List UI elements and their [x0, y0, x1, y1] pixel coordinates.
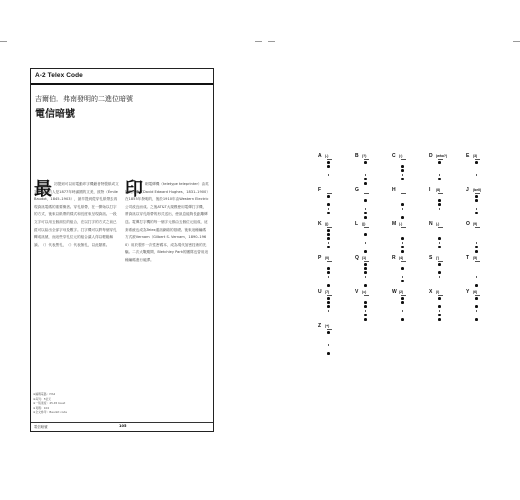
punched-hole [327, 195, 330, 198]
punched-hole [364, 199, 367, 202]
code-figure-mark: (6) [473, 290, 478, 294]
punched-hole [364, 178, 367, 181]
code-figure-mark: (who?) [436, 154, 448, 158]
sprocket-hole [439, 310, 440, 311]
punched-hole [401, 297, 404, 300]
sprocket-hole [476, 310, 477, 311]
sprocket-hole [439, 276, 440, 277]
empty-hole [327, 335, 330, 338]
punched-hole [327, 301, 330, 304]
punched-hole [475, 250, 478, 253]
punched-hole [364, 182, 367, 185]
punched-hole [327, 237, 330, 240]
punched-hole [364, 271, 367, 274]
punched-hole [364, 233, 367, 236]
sprocket-hole [439, 174, 440, 175]
code-letter: Y [466, 289, 470, 295]
right-column-text: 刷電傳機（teletype teleprinter）由英國的休斯（David Edward Hughes，1831–1900）在1855年發明的，後於1910年由Western Electric公司改良而成。之後AT&T大規模使用電傳打字機，將資訊以穿孔紙帶的形式送出，使訊息能夠長距離傳送。電傳打字機的每一個字元都由五個位元組成，這套系統也成為Telex通訊網絡的基礎。後來這種編碼方式被Vernam（Gilbert S. Vernam，1890–1960）用於製作一次性密碼本，成為現代加密技術的先驅。二次大戰期間，Bletchley Park的團隊也曾用這種編碼進行破譯。 [125, 182, 209, 262]
code-letter: B [355, 153, 359, 159]
punched-hole [438, 318, 441, 321]
code-cell-e [466, 153, 488, 187]
punched-hole [364, 284, 367, 287]
header-rule [31, 83, 213, 85]
punched-hole [327, 271, 330, 274]
code-underline [475, 193, 480, 194]
punched-hole [401, 280, 404, 283]
code-letter: X [429, 289, 433, 295]
empty-hole [438, 212, 441, 215]
empty-hole [438, 169, 441, 172]
code-cell-a [318, 153, 340, 187]
code-cell-w [392, 289, 414, 323]
punched-hole [438, 203, 441, 206]
sprocket-hole [328, 174, 329, 175]
code-letter: Z [318, 323, 322, 329]
punched-hole [327, 331, 330, 334]
empty-hole [327, 339, 330, 342]
empty-hole [401, 161, 404, 164]
code-cell-s [429, 255, 451, 289]
code-letter: L [355, 221, 359, 227]
punched-hole [475, 318, 478, 321]
crop-mark-right [513, 41, 520, 42]
code-cell-i [429, 187, 451, 221]
punched-hole [364, 216, 367, 219]
empty-hole [364, 169, 367, 172]
crop-mark-left [0, 41, 7, 42]
punched-hole [438, 199, 441, 202]
empty-hole [327, 314, 330, 317]
punched-hole [401, 237, 404, 240]
empty-hole [475, 280, 478, 283]
sprocket-hole [365, 208, 366, 209]
footnote: ※一般速度：45.45 baud [33, 401, 66, 406]
code-letter: A [318, 153, 322, 159]
punched-hole [327, 229, 330, 232]
sprocket-hole [328, 208, 329, 209]
sprocket-hole [328, 344, 329, 345]
code-figure-mark: (9) [473, 222, 478, 226]
empty-hole [401, 314, 404, 317]
code-figure-mark: (bell) [473, 188, 482, 192]
code-cell-m [392, 221, 414, 255]
code-underline [475, 295, 480, 296]
code-underline [401, 295, 406, 296]
code-cell-j [466, 187, 488, 221]
sprocket-hole [328, 310, 329, 311]
code-underline [438, 193, 443, 194]
sprocket-hole [476, 208, 477, 209]
code-letter: O [466, 221, 470, 227]
empty-hole [401, 182, 404, 185]
code-figure-mark: ()) [362, 222, 366, 226]
code-cell-r [392, 255, 414, 289]
punched-hole [327, 284, 330, 287]
punched-hole [327, 297, 330, 300]
right-dropcap: 印 [125, 179, 143, 200]
punched-hole [364, 263, 367, 266]
empty-hole [438, 267, 441, 270]
punched-hole [401, 250, 404, 253]
empty-hole [364, 165, 367, 168]
code-cell-d [429, 153, 451, 187]
punched-hole [438, 314, 441, 317]
empty-hole [401, 263, 404, 266]
code-cell-y [466, 289, 488, 323]
code-cell-x [429, 289, 451, 323]
empty-hole [327, 178, 330, 181]
sprocket-hole [365, 310, 366, 311]
code-underline [438, 159, 443, 160]
empty-hole [327, 169, 330, 172]
code-letter: I [429, 187, 431, 193]
punched-hole [327, 212, 330, 215]
code-letter: U [318, 289, 322, 295]
code-figure-mark: (,) [436, 222, 440, 226]
code-cell-k [318, 221, 340, 255]
code-cell-l [355, 221, 377, 255]
punched-hole [438, 246, 441, 249]
empty-hole [401, 199, 404, 202]
code-underline [327, 227, 332, 228]
empty-hole [364, 246, 367, 249]
empty-hole [401, 195, 404, 198]
punched-hole [401, 301, 404, 304]
empty-hole [401, 271, 404, 274]
page-subtitle: 吉爾伯．弗南發明的二進位暗號 [35, 95, 133, 103]
empty-hole [475, 271, 478, 274]
page-number: 105 [119, 424, 127, 428]
punched-hole [438, 297, 441, 300]
empty-hole [475, 165, 478, 168]
footnote: ※全文參考：Baudot code [33, 410, 67, 415]
empty-hole [475, 216, 478, 219]
code-letter: C [392, 153, 396, 159]
code-letter: F [318, 187, 322, 193]
empty-hole [327, 263, 330, 266]
sprocket-hole [402, 208, 403, 209]
code-underline [438, 261, 443, 262]
punched-hole [438, 161, 441, 164]
empty-hole [438, 233, 441, 236]
crop-mark-center-right [268, 41, 275, 42]
code-figure-mark: (1) [362, 256, 367, 260]
code-cell-t [466, 255, 488, 289]
empty-hole [438, 182, 441, 185]
punched-hole [327, 161, 330, 164]
punched-hole [364, 212, 367, 215]
code-letter: G [355, 187, 359, 193]
left-dropcap: 最 [34, 179, 52, 200]
text-page [30, 68, 214, 432]
code-underline [401, 193, 406, 194]
code-figure-mark: (8) [436, 188, 441, 192]
punched-hole [327, 267, 330, 270]
sprocket-hole [365, 174, 366, 175]
code-letter: R [392, 255, 396, 261]
code-letter: K [318, 221, 322, 227]
code-underline [475, 159, 480, 160]
punched-hole [327, 203, 330, 206]
empty-hole [475, 178, 478, 181]
code-cell-z [318, 323, 340, 357]
code-letter: V [355, 289, 359, 295]
sprocket-hole [402, 310, 403, 311]
punched-hole [475, 305, 478, 308]
empty-hole [475, 301, 478, 304]
empty-hole [438, 165, 441, 168]
code-cell-q [355, 255, 377, 289]
code-underline [475, 261, 480, 262]
sprocket-hole [439, 242, 440, 243]
sprocket-hole [402, 242, 403, 243]
punched-hole [475, 297, 478, 300]
empty-hole [475, 263, 478, 266]
code-figure-mark: (2) [399, 290, 404, 294]
punched-hole [364, 250, 367, 253]
punched-hole [364, 318, 367, 321]
code-letter: D [429, 153, 433, 159]
code-cell-u [318, 289, 340, 323]
sprocket-hole [476, 174, 477, 175]
crop-mark-center-left [255, 41, 262, 42]
empty-hole [401, 305, 404, 308]
code-figure-mark: (-) [325, 154, 329, 158]
code-letter: W [392, 289, 397, 295]
footer-label: 電信暗號 [34, 425, 48, 429]
empty-hole [327, 280, 330, 283]
code-letter: P [318, 255, 322, 261]
empty-hole [364, 237, 367, 240]
punched-hole [327, 165, 330, 168]
code-underline [327, 295, 332, 296]
code-cell-o [466, 221, 488, 255]
code-letter: N [429, 221, 433, 227]
code-letter: S [429, 255, 433, 261]
empty-hole [401, 212, 404, 215]
empty-hole [364, 203, 367, 206]
empty-hole [475, 182, 478, 185]
code-letter: T [466, 255, 470, 261]
code-letter: E [466, 153, 470, 159]
empty-hole [401, 284, 404, 287]
empty-hole [475, 267, 478, 270]
code-underline [401, 159, 406, 160]
code-letter: J [466, 187, 469, 193]
empty-hole [364, 195, 367, 198]
empty-hole [438, 301, 441, 304]
empty-hole [438, 216, 441, 219]
code-figure-mark: (4) [399, 256, 404, 260]
punched-hole [327, 246, 330, 249]
empty-hole [327, 318, 330, 321]
code-figure-mark: (?) [362, 154, 367, 158]
sprocket-hole [476, 276, 477, 277]
punched-hole [401, 203, 404, 206]
code-figure-mark: (5) [473, 256, 478, 260]
punched-hole [401, 216, 404, 219]
sprocket-hole [476, 242, 477, 243]
footnote: ※編碼電路：ITA2 [33, 392, 56, 396]
footnote: ※每列：5位元 [33, 396, 52, 401]
punched-hole [401, 318, 404, 321]
punched-hole [438, 263, 441, 266]
punched-hole [475, 199, 478, 202]
punched-hole [475, 161, 478, 164]
empty-hole [327, 182, 330, 185]
section-title: A-2 Telex Code [35, 72, 83, 79]
code-letter: H [392, 187, 396, 193]
code-letter: M [392, 221, 397, 227]
code-underline [327, 159, 332, 160]
punched-hole [401, 165, 404, 168]
code-figure-mark: (0) [325, 256, 330, 260]
empty-hole [438, 250, 441, 253]
empty-hole [475, 229, 478, 232]
code-cell-v [355, 289, 377, 323]
punched-hole [438, 178, 441, 181]
punched-hole [475, 195, 478, 198]
page-heading: 電信暗號 [35, 109, 75, 120]
empty-hole [438, 284, 441, 287]
empty-hole [475, 237, 478, 240]
punched-hole [438, 271, 441, 274]
empty-hole [401, 233, 404, 236]
empty-hole [327, 250, 330, 253]
code-figure-mark: (:) [399, 154, 403, 158]
code-underline [438, 227, 443, 228]
code-cell-c [392, 153, 414, 187]
sprocket-hole [365, 276, 366, 277]
punched-hole [475, 284, 478, 287]
empty-hole [438, 195, 441, 198]
footer-rule [31, 422, 213, 423]
empty-hole [327, 348, 330, 351]
code-letter: Q [355, 255, 359, 261]
code-underline [401, 227, 406, 228]
empty-hole [475, 203, 478, 206]
punched-hole [401, 178, 404, 181]
punched-hole [401, 267, 404, 270]
empty-hole [327, 199, 330, 202]
punched-hole [327, 305, 330, 308]
code-cell-g [355, 187, 377, 221]
code-cell-h [392, 187, 414, 221]
code-underline [364, 159, 369, 160]
punched-hole [327, 233, 330, 236]
punched-hole [401, 169, 404, 172]
sprocket-hole [402, 276, 403, 277]
code-cell-f [318, 187, 340, 221]
code-underline [401, 261, 406, 262]
sprocket-hole [439, 208, 440, 209]
empty-hole [475, 314, 478, 317]
punched-hole [364, 305, 367, 308]
empty-hole [401, 229, 404, 232]
code-underline [327, 261, 332, 262]
code-underline [327, 193, 332, 194]
empty-hole [364, 280, 367, 283]
sprocket-hole [402, 174, 403, 175]
code-underline [364, 295, 369, 296]
code-cell-b [355, 153, 377, 187]
punched-hole [364, 314, 367, 317]
sprocket-hole [365, 242, 366, 243]
punched-hole [364, 301, 367, 304]
code-underline [475, 227, 480, 228]
code-cell-p [318, 255, 340, 289]
code-figure-mark: (.) [399, 222, 403, 226]
code-figure-mark: (+) [325, 324, 330, 328]
code-underline [364, 193, 369, 194]
code-figure-mark: (3) [473, 154, 478, 158]
empty-hole [364, 229, 367, 232]
punched-hole [438, 237, 441, 240]
left-column-text: 初提到可以用電動印字機藉者特製紙或文字來處理的人是1877年時滿國的文美，波特（Émile Baudot，1845–1903），最早提到從穿孔紙帶去再現資訊電碼的重要概者。穿孔紙帶，在一開始以打字的方式，後來以紙帶的樣式和長度來呈現資訊。一段文字可以用五個洞位的組合，在以打字的方式之前已經可以給出全部字母及數字。打字機可以將每個穿孔轉成訊號，而這些穿孔位元的組合讓人得以輕鬆解讀。（）代表黑孔，（）代表無孔，以此類推。 [34, 182, 119, 247]
punched-hole [327, 352, 330, 355]
footnotes [33, 392, 67, 415]
code-figure-mark: (/) [436, 290, 440, 294]
code-underline [364, 261, 369, 262]
empty-hole [438, 280, 441, 283]
code-underline [438, 295, 443, 296]
code-underline [327, 329, 332, 330]
empty-hole [475, 169, 478, 172]
code-cell-n [429, 221, 451, 255]
empty-hole [475, 233, 478, 236]
code-underline [364, 227, 369, 228]
code-figure-mark: (') [436, 256, 440, 260]
punched-hole [475, 246, 478, 249]
punched-hole [401, 246, 404, 249]
punched-hole [475, 212, 478, 215]
code-figure-mark: (7) [325, 290, 330, 294]
empty-hole [364, 297, 367, 300]
empty-hole [327, 216, 330, 219]
punched-hole [364, 267, 367, 270]
footnote: ※頁碼：104 [33, 405, 50, 410]
punched-hole [438, 305, 441, 308]
punched-hole [364, 161, 367, 164]
code-figure-mark: (=) [362, 290, 367, 294]
empty-hole [438, 229, 441, 232]
code-figure-mark: (() [325, 222, 329, 226]
sprocket-hole [328, 276, 329, 277]
sprocket-hole [328, 242, 329, 243]
